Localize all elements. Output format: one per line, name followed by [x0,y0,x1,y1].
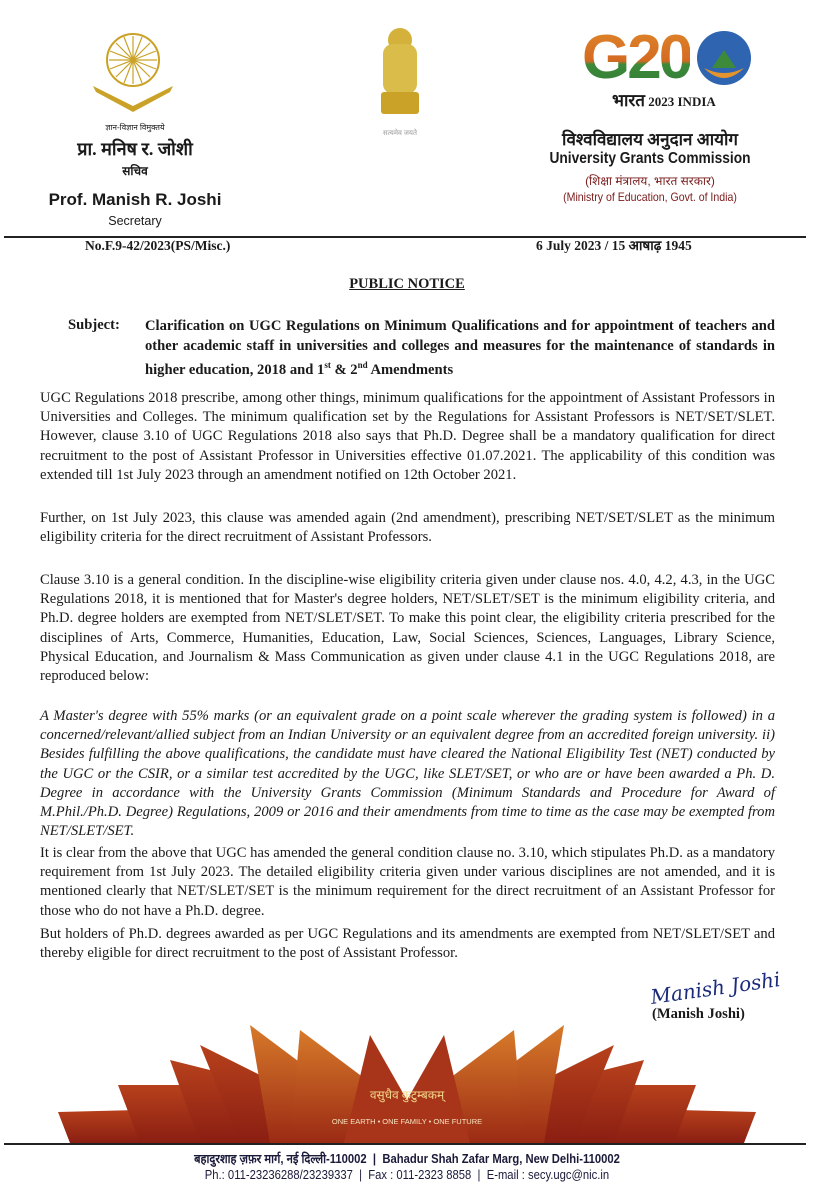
subject-label: Subject: [68,317,120,333]
notice-date: 6 July 2023 / 15 आषाढ़ 1945 [536,238,692,253]
secretary-title-hindi: सचिव [122,164,148,178]
quoted-regulation: A Master's degree with 55% marks (or an equivalent grade on a point scale wherever the grading system is followed) in a concerned/relevant/allied subject from an Indian University or an equivalent degree from an accredited foreign university. ii) Besides fulfilling the above qualifications, the candidate must have cleared the National Eligibility Test (NET) conducted by the UGC or the CSIR, or a similar test accredited by the UGC, like SLET/SET, or who are or have been awarded a Ph. D. Degree in accordance with the University Grants Commission (Minimum Standards and Procedure for Award of M.Phil./Ph.D. Degree) Regulations, 2009 or 2016 and their amendments from time to time as the case may be exempted from NET/SLET/SET. [40,708,775,840]
lotus-illustration [0,1025,814,1145]
paragraph-3: Clause 3.10 is a general condition. In the discipline-wise eligibility criteria given under clause nos. 4.0, 4.2, 4.3, in the UGC Regulations 2018, it is mentioned that for Master's degree holders, NET/SLET/SET is the minimum eligibility criteria, and Ph.D. degree holders are exempted from NET/SLET/SET. To make this point clear, the eligibility criteria prescribed for the disciplines of Arts, Commerce, Humanities, Education, Law, Social Sciences, Sciences, Languages, Library Science, Physical Education, and Journalism & Mass Communication as given under clause 4.1 in the UGC Regulations 2018, are reproduced below: [40,572,775,685]
footer-address: बहादुरशाह ज़फ़र मार्ग, नई दिल्ली-110002 | Bahadur Shah Zafar Marg, New Delhi-110002 [194,1152,620,1166]
g20-logo [582,22,762,92]
ministry-hindi: (शिक्षा मंत्रालय, भारत सरकार) [585,174,715,188]
org-name-hindi: विश्वविद्यालय अनुदान आयोग [562,130,738,149]
g20-bharat: भारत [612,91,645,110]
ugc-logo [88,28,178,113]
secretary-name: Prof. Manish R. Joshi [48,190,222,209]
notice-title: PUBLIC NOTICE [349,276,465,292]
secretary-title: Secretary [108,214,162,228]
paragraph-5: It is clear from the above that UGC has amended the general condition clause no. 3.10, which stipulates Ph.D. as a mandatory requirement from 1st July 2023. The detailed eligibility criteria given under various disciplines are not amended, and it is mentioned clearly that NET/SLET/SET is the minimum requirement for the direct recruitment of an Assistant Professor for those who do not have a Ph.D. degree. [40,845,775,919]
g20-text: G20 [582,23,691,92]
emblem-motto: सत्यमेव जयते [383,129,417,137]
secretary-name-hindi: प्रा. मनिष र. जोशी [77,139,193,159]
ministry: (Ministry of Education, Govt. of India) [563,190,737,204]
g20-year: 2023 INDIA [648,94,716,109]
footer-contact: Ph.: 011-23236288/23239337 | Fax : 011-2323 8858 | E-mail : secy.ugc@nic.in [204,1168,610,1182]
signatory-name: (Manish Joshi) [652,1006,745,1022]
paragraph-2: Further, on 1st July 2023, this clause was amended again (2nd amendment), prescribing NET/SET/SLET as the minimum eligibility criteria for the direct recruitment of Assistant Professors. [40,510,775,546]
g20-subtitle [612,88,762,111]
footer-motto-hindi: वसुधैव कुटुम्बकम् [369,1088,445,1102]
footer-motto: ONE EARTH • ONE FAMILY • ONE FUTURE [331,1117,483,1126]
ugc-motto: ज्ञान-विज्ञान विमुक्तये [105,123,165,132]
state-emblem-icon [375,22,425,122]
signature: Manish Joshi [648,967,782,1009]
paragraph-6: But holders of Ph.D. degrees awarded as per UGC Regulations and its amendments are exempted from NET/SLET/SET and thereby eligible for direct recruitment to the post of Assistant Professor. [40,926,775,962]
reference-number: No.F.9-42/2023(PS/Misc.) [85,238,231,253]
footer-divider [4,1143,806,1145]
org-name: University Grants Commission [549,150,751,167]
paragraph-1: UGC Regulations 2018 prescribe, among other things, minimum qualifications for the appointment of Assistant Professors in Universities and Colleges. The minimum qualification set by the Regulations for Assistant Professors is NET/SET/SLET. However, clause 3.10 of UGC Regulations 2018 also says that Ph.D. Degree shall be a mandatory qualification for direct recruitment to the post of Assistant Professor in Universities effective 01.07.2021. The applicability of this condition was extended till 1st July 2023 through an amendment notified on 12th October 2021. [40,390,775,483]
subject-text: Clarification on UGC Regulations on Minimum Qualifications and for appointment of teachers and other academic staff in universities and colleges and measures for the maintenance of standards in higher education, 2018 and 1st & 2nd Amendments [145,318,775,378]
